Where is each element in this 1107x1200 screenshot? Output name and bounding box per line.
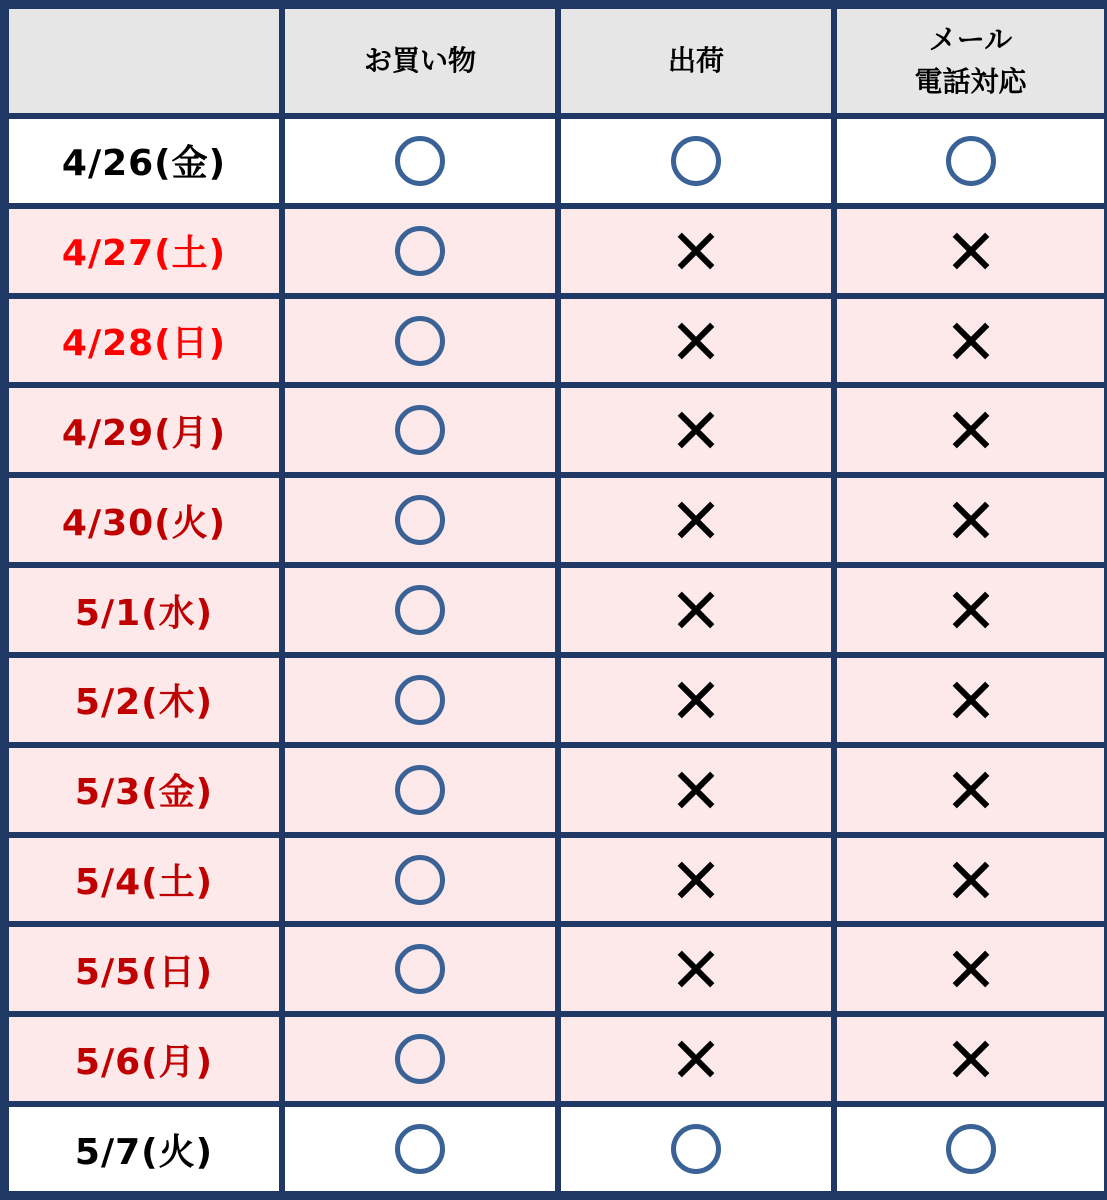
contact-status-cell — [837, 568, 1104, 652]
table-row — [9, 568, 1104, 652]
shipping-status-cell — [561, 478, 831, 562]
shopping-status-cell — [285, 927, 555, 1011]
shipping-status-cell — [561, 209, 831, 293]
available-circle-icon — [671, 136, 721, 186]
table-row — [9, 209, 1104, 293]
date-cell: 4/26(金) — [9, 119, 279, 203]
unavailable-cross-icon — [676, 1039, 716, 1079]
date-cell: 4/30(火) — [9, 478, 279, 562]
date-cell: 4/28(日) — [9, 299, 279, 383]
date-cell: 5/5(日) — [9, 927, 279, 1011]
table-row — [9, 927, 1104, 1011]
shopping-status-cell — [285, 299, 555, 383]
unavailable-cross-icon — [951, 410, 991, 450]
unavailable-cross-icon — [676, 321, 716, 361]
contact-status-cell — [837, 1107, 1104, 1191]
unavailable-cross-icon — [951, 770, 991, 810]
contact-status-cell — [837, 838, 1104, 922]
table-row — [9, 838, 1104, 922]
unavailable-cross-icon — [951, 1039, 991, 1079]
date-cell: 5/6(月) — [9, 1017, 279, 1101]
date-cell: 4/29(月) — [9, 388, 279, 472]
shopping-status-cell — [285, 209, 555, 293]
shipping-status-cell — [561, 388, 831, 472]
unavailable-cross-icon — [676, 770, 716, 810]
unavailable-cross-icon — [951, 860, 991, 900]
shipping-status-cell — [561, 658, 831, 742]
contact-status-cell — [837, 299, 1104, 383]
unavailable-cross-icon — [951, 231, 991, 271]
contact-status-cell — [837, 748, 1104, 832]
shipping-status-cell — [561, 927, 831, 1011]
available-circle-icon — [395, 855, 445, 905]
contact-status-cell — [837, 478, 1104, 562]
available-circle-icon — [671, 1124, 721, 1174]
contact-header-line-1: メール — [928, 23, 1013, 56]
table-row — [9, 658, 1104, 742]
unavailable-cross-icon — [951, 321, 991, 361]
shopping-column-header: お買い物 — [285, 9, 555, 113]
unavailable-cross-icon — [676, 590, 716, 630]
unavailable-cross-icon — [676, 680, 716, 720]
shopping-status-cell — [285, 838, 555, 922]
date-cell: 5/1(水) — [9, 568, 279, 652]
contact-status-cell — [837, 119, 1104, 203]
available-circle-icon — [395, 765, 445, 815]
available-circle-icon — [395, 1124, 445, 1174]
unavailable-cross-icon — [951, 500, 991, 540]
shopping-status-cell — [285, 1017, 555, 1101]
shipping-status-cell — [561, 1107, 831, 1191]
date-cell: 5/4(土) — [9, 838, 279, 922]
available-circle-icon — [395, 405, 445, 455]
table-row — [9, 1017, 1104, 1101]
unavailable-cross-icon — [676, 860, 716, 900]
contact-header-line-2: 電話対応 — [914, 65, 1027, 98]
shopping-status-cell — [285, 478, 555, 562]
unavailable-cross-icon — [676, 949, 716, 989]
unavailable-cross-icon — [676, 500, 716, 540]
shopping-status-cell — [285, 748, 555, 832]
unavailable-cross-icon — [951, 949, 991, 989]
table-row — [9, 748, 1104, 832]
table-row — [9, 478, 1104, 562]
available-circle-icon — [395, 675, 445, 725]
date-cell: 5/3(金) — [9, 748, 279, 832]
available-circle-icon — [946, 1124, 996, 1174]
unavailable-cross-icon — [676, 410, 716, 450]
corner-header-cell — [9, 9, 279, 113]
available-circle-icon — [395, 136, 445, 186]
unavailable-cross-icon — [951, 680, 991, 720]
contact-status-cell — [837, 388, 1104, 472]
date-cell: 5/7(火) — [9, 1107, 279, 1191]
table-row — [9, 1107, 1104, 1191]
available-circle-icon — [395, 226, 445, 276]
shopping-status-cell — [285, 1107, 555, 1191]
unavailable-cross-icon — [676, 231, 716, 271]
shipping-status-cell — [561, 299, 831, 383]
table-row — [9, 299, 1104, 383]
contact-status-cell — [837, 209, 1104, 293]
holiday-schedule-table — [3, 3, 1107, 1197]
shopping-status-cell — [285, 119, 555, 203]
available-circle-icon — [395, 495, 445, 545]
available-circle-icon — [395, 585, 445, 635]
available-circle-icon — [395, 944, 445, 994]
shipping-status-cell — [561, 119, 831, 203]
available-circle-icon — [946, 136, 996, 186]
shipping-status-cell — [561, 748, 831, 832]
unavailable-cross-icon — [951, 590, 991, 630]
shipping-status-cell — [561, 1017, 831, 1101]
shopping-status-cell — [285, 388, 555, 472]
shipping-status-cell — [561, 568, 831, 652]
header-row — [9, 9, 1104, 113]
shipping-status-cell — [561, 838, 831, 922]
shipping-column-header: 出荷 — [561, 9, 831, 113]
table-row — [9, 119, 1104, 203]
contact-status-cell — [837, 658, 1104, 742]
shopping-status-cell — [285, 658, 555, 742]
contact-status-cell — [837, 1017, 1104, 1101]
schedule-body — [9, 119, 1104, 1191]
shopping-status-cell — [285, 568, 555, 652]
available-circle-icon — [395, 316, 445, 366]
table-row — [9, 388, 1104, 472]
date-cell: 5/2(木) — [9, 658, 279, 742]
date-cell: 4/27(土) — [9, 209, 279, 293]
contact-status-cell — [837, 927, 1104, 1011]
contact-column-header — [837, 9, 1104, 113]
available-circle-icon — [395, 1034, 445, 1084]
